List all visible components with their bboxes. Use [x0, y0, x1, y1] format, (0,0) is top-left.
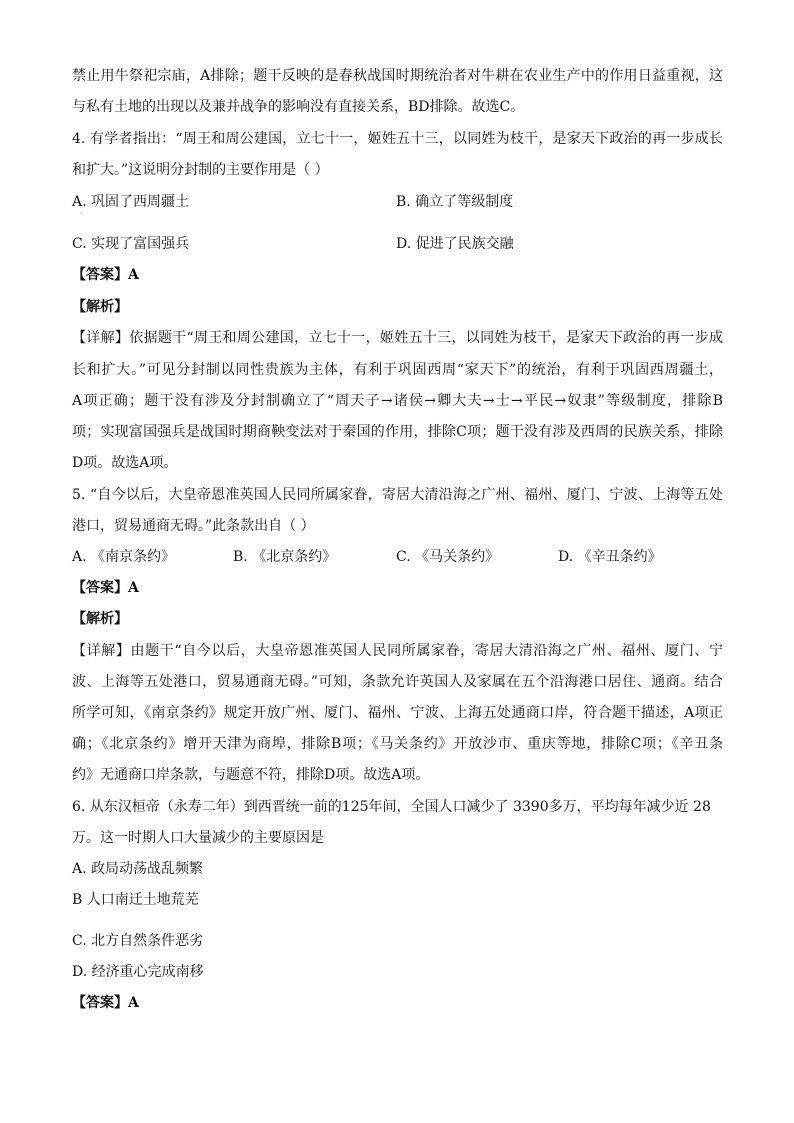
q4-stem-line: 和扩大。”这说明分封制的主要作用是（ ）	[72, 162, 329, 178]
q4-analysis-heading: 【解析】	[72, 299, 128, 315]
q6-answer: 【答案】A	[72, 995, 139, 1011]
q5-option-b: B. 《北京条约》	[233, 549, 337, 565]
q5-option-a: A. 《南京条约》	[72, 549, 176, 565]
q5-option-c: C. 《马关条约》	[396, 549, 500, 565]
text-line: 禁止用牛祭祀宗庙，A排除；题干反映的是春秋战国时期统治者对牛耕在农业生产中的作用日益重视，这	[72, 68, 723, 84]
q4-detail-line: 【详解】依据题干“周王和周公建国，立七十一，姬姓五十三，以同姓为枝干，是家天下政治的再一步成	[72, 330, 723, 346]
q5-analysis-heading: 【解析】	[72, 611, 128, 627]
q5-detail-line: 【详解】由题干“自今以后，大皇帝恩准英国人民同所属家眷，寄居大清沿海之广州、福州、厦门、宁	[72, 643, 723, 659]
q5-detail-line: 波、上海等五处港口，贸易通商无碍。”可知，条款允许英国人及家属在五个沿海港口居住、通商。结合	[72, 674, 723, 690]
q4-detail-line: D项。故选A项。	[72, 455, 178, 471]
q4-option-c: C. 实现了富国强兵	[72, 236, 190, 252]
q4-answer: 【答案】A	[72, 267, 139, 283]
q4-option-d: D. 促进了民族交融	[396, 236, 514, 252]
q6-option-b: B 人口南迁土地荒芜	[72, 892, 199, 908]
q6-stem-line: 万。这一时期人口大量减少的主要原因是	[72, 830, 324, 846]
q4-stem-line: 4. 有学者指出：“周王和周公建国，立七十一，姬姓五十三，以同姓为枝干，是家天下政治的再一步成长	[72, 131, 723, 147]
q4-detail-line: A项正确；题干没有涉及分封制确立了“周天子→诸侯→卿大夫→士→平民→奴隶”等级制度，排除B	[72, 393, 723, 409]
q4-option-a: A. 巩固了西周疆土	[72, 194, 190, 210]
q5-detail-line: 确；《北京条约》增开天津为商埠，排除B项；《马关条约》开放沙市、重庆等地，排除C项；《辛丑条	[72, 736, 723, 752]
q4-detail-line: 长和扩大。”可见分封制以同性贵族为主体，有利于巩固西周“家天下”的统治，有利于巩固西周疆土，	[72, 362, 723, 378]
q4-option-b: B. 确立了等级制度	[396, 194, 514, 210]
q5-stem-line: 港口，贸易通商无碍。”此条款出自（ ）	[72, 518, 315, 534]
q6-option-c: C. 北方自然条件恶劣	[72, 933, 204, 949]
q6-option-a: A. 政局动荡战乱频繁	[72, 861, 204, 877]
q5-detail-line: 约》无通商口岸条款，与题意不符，排除D项。故选A项。	[72, 767, 430, 783]
q6-stem-line: 6. 从东汉桓帝（永寿二年）到西晋统一前的125年间，全国人口减少了 3390多万，平均每年减少近 28	[72, 799, 711, 815]
text-line: 与私有土地的出现以及兼并战争的影响没有直接关系，BD排除。故选C。	[72, 99, 525, 115]
q5-detail-line: 所学可知，《南京条约》规定开放广州、厦门、福州、宁波、上海五处通商口岸，符合题干描述，A项正	[72, 705, 723, 721]
q5-option-d: D. 《辛丑条约》	[558, 549, 662, 565]
stray-dot: ·	[80, 909, 82, 916]
q5-stem-line: 5. “自今以后，大皇帝恩准英国人民同所属家眷，寄居大清沿海之广州、福州、厦门、宁波、上海等五处	[72, 487, 723, 503]
q4-detail-line: 项；实现富国强兵是战国时期商鞅变法对于秦国的作用，排除C项；题干没有涉及西周的民族关系，排除	[72, 424, 723, 440]
stray-dot: ·	[80, 211, 82, 218]
q6-option-d: D. 经济重心完成南移	[72, 964, 204, 980]
q5-answer: 【答案】A	[72, 580, 139, 596]
